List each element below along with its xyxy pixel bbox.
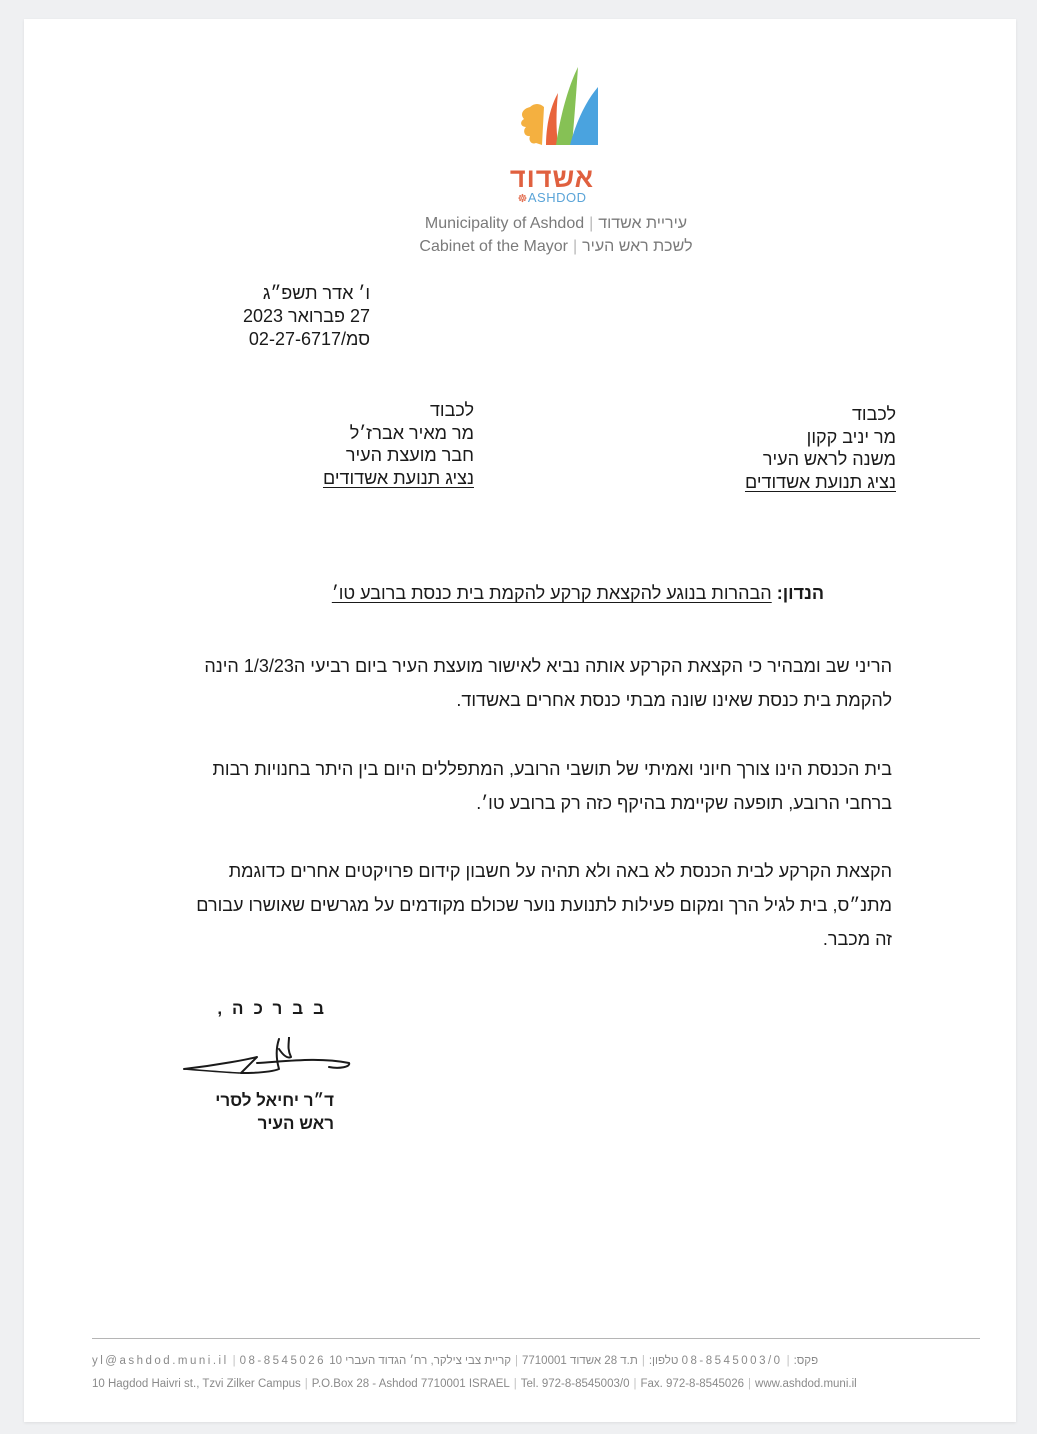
signer-title: ראש העיר: [257, 1114, 334, 1133]
footer-pobox-en: P.O.Box 28 - Ashdod 7710001 ISRAEL: [311, 1378, 510, 1390]
ashdod-emblem-icon: [502, 67, 602, 167]
signer-name: ד״ר יחיאל לסרי: [215, 1091, 334, 1110]
hebrew-date: ו׳ אדר תשפ״ג: [262, 283, 370, 303]
cabinet-en: Cabinet of the Mayor: [419, 238, 568, 255]
recipient-block-2: [244, 399, 474, 489]
logo-hebrew-text: אשדוד: [509, 163, 595, 193]
footer-tel: Tel. 972-8-8545003/0: [520, 1378, 630, 1390]
body-paragraph-2: בית הכנסת הינו צורך חיוני ואמיתי של תושבי הרובע, המתפללים היום בין היתר בחנויות רבות ברחבי הרובע, תופעה שקיימת בהיקף כזה רק ברובע טו׳.: [212, 759, 892, 813]
letterhead-line-municipality: Municipality of Ashdod | עיריית אשדוד: [424, 215, 688, 232]
municipality-he: עיריית אשדוד: [598, 215, 688, 232]
body-paragraph-3: הקצאת הקרקע לבית הכנסת לא באה ולא תהיה על חשבון קידום פרויקטים אחרים כדוגמת מתנ״ס, בית לגיל הרך ומקום פעילות לתנועת נוער שכולם מקודמים על מגרשים שאושרו עבורם זה מכבר.: [196, 861, 892, 949]
closing-greeting: בברכה,: [217, 999, 334, 1018]
recipient-faction: נציג תנועת אשדודים: [322, 467, 474, 488]
logo-mark-icon: ☸: [517, 193, 528, 205]
subject-label: הנדון:: [776, 583, 824, 603]
recipient-salutation: לכבוד: [429, 400, 474, 420]
footer-phone-label: טלפון:: [648, 1355, 679, 1367]
footer-pobox-he: ת.ד 28 אשדוד 7710001: [522, 1355, 638, 1367]
letterhead-line-cabinet: Cabinet of the Mayor | לשכת ראש העיר: [419, 238, 693, 255]
footer-website[interactable]: www.ashdod.muni.il: [755, 1378, 857, 1390]
letter-page: [24, 19, 1016, 1422]
cabinet-he: לשכת ראש העיר: [582, 238, 693, 255]
footer-line-hebrew: yl@ashdod.muni.il | 08-8545026 פקס:|08-8545003/0 טלפון:|ת.ד 28 אשדוד 7710001|קריית צבי צילקר, רח׳ הגדוד העברי 10: [92, 1355, 819, 1367]
signer-block: [184, 1089, 334, 1135]
subject-line: [204, 583, 824, 604]
footer-phone: 08-8545003/0: [681, 1355, 783, 1367]
recipient-block-1: [664, 403, 896, 493]
recipient-role: משנה לראש העיר: [762, 449, 896, 469]
footer-email[interactable]: yl@ashdod.muni.il: [92, 1355, 229, 1367]
recipient-faction: נציג תנועת אשדודים: [744, 471, 896, 492]
recipient-name: מר יניב קקון: [806, 426, 896, 447]
ashdod-logo: [502, 67, 602, 207]
recipient-salutation: לכבוד: [851, 404, 896, 424]
signature-icon: [179, 1037, 354, 1083]
date-block: [224, 282, 370, 351]
gregorian-date: 27 פברואר 2023: [242, 306, 370, 326]
recipient-name: מר מאיר אברז׳ל: [349, 422, 474, 443]
footer-fax-label: פקס:: [793, 1355, 819, 1367]
footer-address-he: קריית צבי צילקר, רח׳ הגדוד העברי 10: [329, 1355, 511, 1367]
footer-address-en: 10 Hagdod Haivri st., Tzvi Zilker Campus: [92, 1378, 301, 1390]
footer-divider: [92, 1338, 980, 1339]
footer-fax-en: Fax. 972-8-8545026: [640, 1378, 745, 1390]
municipality-en: Municipality of Ashdod: [424, 215, 585, 232]
body-paragraph-1: הריני שב ומבהיר כי הקצאת הקרקע אותה נביא לאישור מועצת העיר ביום רביעי ה1/3/23 הינה להקמת בית כנסת שאינו שונה מבתי כנסת אחרים באשדוד.: [204, 656, 892, 710]
reference-number: סמ/02-27-6717: [248, 329, 370, 349]
footer-fax: 08-8545026: [239, 1355, 327, 1367]
recipient-role: חבר מועצת העיר: [345, 445, 474, 465]
logo-english-label: ASHDOD: [527, 190, 587, 205]
subject-text: הבהרות בנוגע להקצאת קרקע להקמת בית כנסת ברובע טו׳: [331, 583, 772, 603]
footer-line-english: 10 Hagdod Haivri st., Tzvi Zilker Campus | P.O.Box 28 - Ashdod 7710001 ISRAEL | Tel. 972-8-8545003/0 | Fax. 972-8-8545026 | www.ashdod.muni.il: [92, 1378, 857, 1390]
logo-english-text: [502, 191, 602, 206]
